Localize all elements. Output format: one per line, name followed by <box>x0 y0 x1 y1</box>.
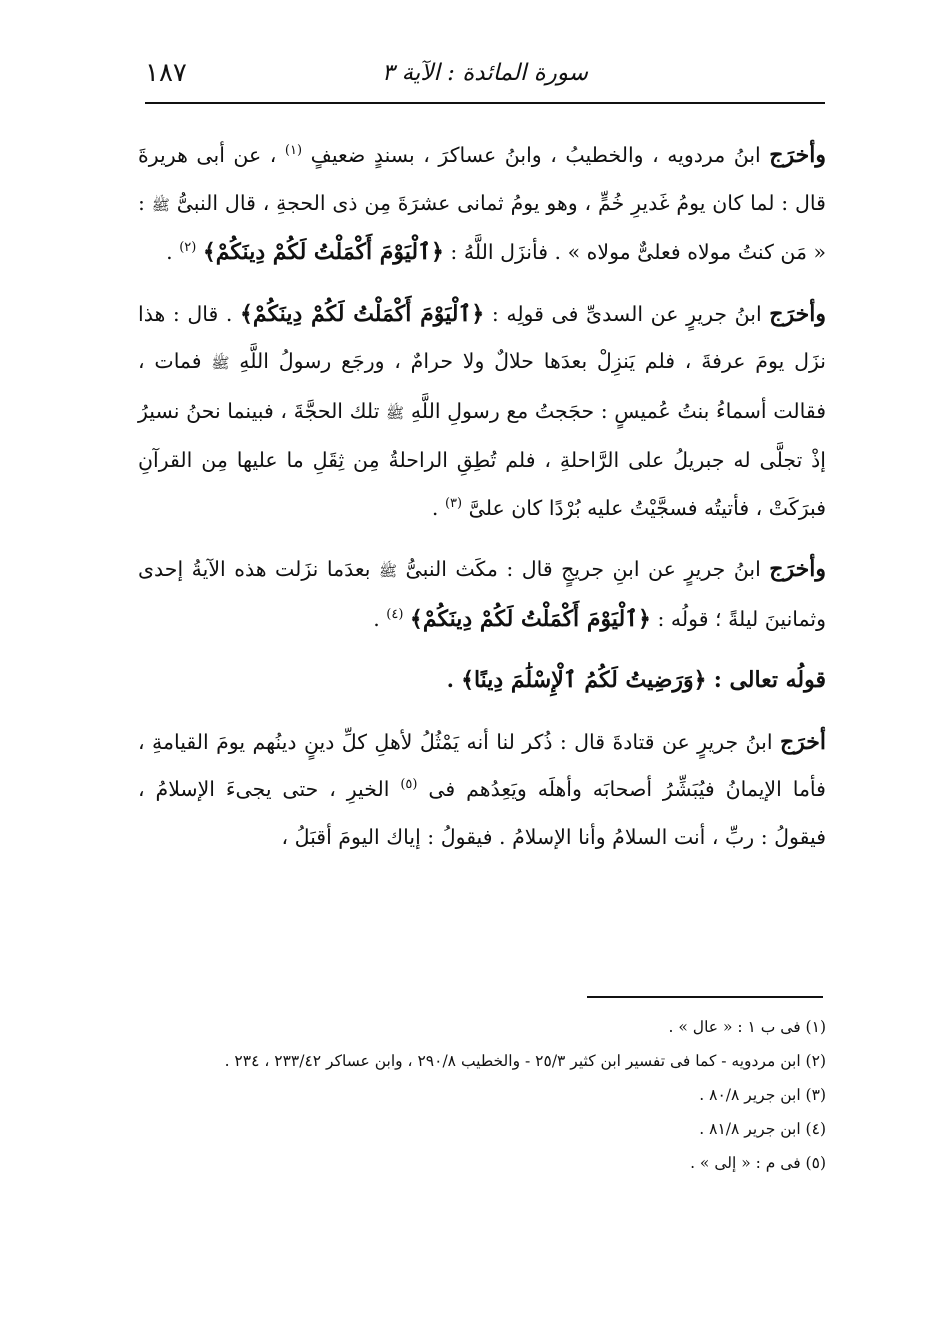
running-title: سورة المائدة : الآية ٣ <box>381 60 589 86</box>
paragraph-lead: وأخرَج <box>769 142 826 168</box>
verse-heading <box>138 657 826 705</box>
text-run: ابنُ جريرٍ عن قتادةَ قال : ذُكر لنا أنه يَمْثُلُ لأهلِ كلِّ دينٍ دينُهم يومَ القيامةِ ، فأما الإيمانُ فيُبَشِّرُ أصحابَه وأهلَه ويَعِدُهم فى <box>138 729 826 801</box>
text-run: . قال : هذا نزَل يومَ عرفةَ ، فلم يَنزِلْ بعدَها حلالٌ ولا حرامٌ ، ورجَع رسولُ اللَّهِ <box>138 301 826 373</box>
main-text <box>138 132 826 875</box>
text-run: ، عن أبى هريرةَ قال : لما كان يومُ غَديرِ خُمٍّ ، وهو يومُ ثمانى عشرَةَ مِن ذى الحجةِ ، قال النبىُّ <box>138 143 826 215</box>
footnote-3: (٣) ابن جرير ٨٠/٨ . <box>699 1086 826 1104</box>
honorific-glyph: ﷺ <box>378 562 398 580</box>
paragraph-3 <box>138 546 826 643</box>
text-run: ابنُ جريرٍ عن ابنِ جريجٍ قال : مكَث النبىُّ <box>405 557 761 581</box>
footnote-marker: (٤) <box>386 606 404 622</box>
footnote-1: (١) فى ب ١ : « عال » . <box>668 1018 826 1036</box>
footnote-marker: (٣) <box>444 495 463 511</box>
footnote-rule <box>587 996 823 998</box>
footnote-2: (٢) ابن مردويه - كما فى تفسير ابن كثير ٢٥/٣ - والخطيب ٢٩٠/٨ ، وابن عساكر ٢٣٣/٤٢ ، ٢٣٤ . <box>224 1052 826 1070</box>
paragraph-lead: وأخرَج <box>769 300 826 327</box>
text-run: ابنُ جريرٍ عن السدىِّ فى قولِه : <box>491 301 762 326</box>
paragraph-1 <box>138 132 826 277</box>
quran-verse: ﴿وَرَضِيتُ لَكُمُ ٱلْإِسْلَٰمَ دِينًا﴾ <box>461 667 707 693</box>
paragraph-2 <box>138 291 826 533</box>
text-run: تلك الحجَّةَ ، فبينما نحنُ نسيرُ إذْ تجلَّى له جبريلُ على الرَّاحلةِ ، فلم تُطِقِ الراحلةُ مِن ثِقَلِ ما عليها مِن القرآنِ فبرَكَتْ ، فأتيتُه فسجَّيْتُ عليه بُرْدًا كان علىَّ <box>138 398 826 520</box>
page-header <box>145 58 825 98</box>
text-run: بعدَما نزَلت هذه الآيةُ إحدى وثمانينَ ليلةً ؛ قولُه : <box>138 557 826 631</box>
page-number: ١٨٧ <box>145 58 187 88</box>
footnote-marker: (٥) <box>400 777 418 793</box>
honorific-glyph: ﷺ <box>211 354 230 372</box>
verse-heading-label: قولُه تعالى : <box>713 667 826 693</box>
text-run: الخيرِ ، حتى يجىءَ الإسلامُ ، فيقولُ : ربِّ ، أنت السلامُ وأنا الإسلامُ . فيقولُ : إياك اليومَ أقبَلُ ، <box>138 777 826 849</box>
paragraph-5 <box>138 719 826 862</box>
footnotes <box>138 1012 826 1182</box>
honorific-glyph: ﷺ <box>151 195 170 214</box>
paragraph-lead: وأخرَج <box>769 556 826 582</box>
text-run: : « مَن كنتُ مولاه فعلىٌّ مولاه » . فأنزَل اللَّهُ : <box>138 190 826 264</box>
footnote-4: (٤) ابن جرير ٨١/٨ . <box>699 1120 826 1138</box>
text-run: ابنُ مردويه ، والخطيبُ ، وابنُ عساكرَ ، بسندٍ ضعيفٍ <box>310 143 761 167</box>
paragraph-lead: أخرَج <box>779 728 826 755</box>
quran-verse: ﴿ٱلْيَوْمَ أَكْمَلْتُ لَكُمْ دِينَكُمْ﴾ <box>202 239 444 265</box>
footnote-marker: (١) <box>284 143 303 159</box>
text-run: . <box>166 240 173 264</box>
text-run: . <box>446 668 454 692</box>
quran-verse: ﴿ٱلْيَوْمَ أَكْمَلْتُ لَكُمْ دِينَكُمْ﴾ <box>409 605 651 632</box>
honorific-glyph: ﷺ <box>386 403 405 422</box>
footnote-marker: (٢) <box>179 240 197 256</box>
text-run: فمات ، فقالت أسماءُ بنتُ عُميسٍ : حجَجتُ مع رسولِ اللَّهِ <box>138 349 826 423</box>
footnote-5: (٥) فى م : « إلى » . <box>690 1154 826 1172</box>
quran-verse: ﴿ٱلْيَوْمَ أَكْمَلْتُ لَكُمْ دِينَكُمْ﴾ <box>240 300 485 327</box>
text-run: . <box>373 606 380 631</box>
header-rule <box>145 102 825 104</box>
text-run: . <box>431 495 439 520</box>
